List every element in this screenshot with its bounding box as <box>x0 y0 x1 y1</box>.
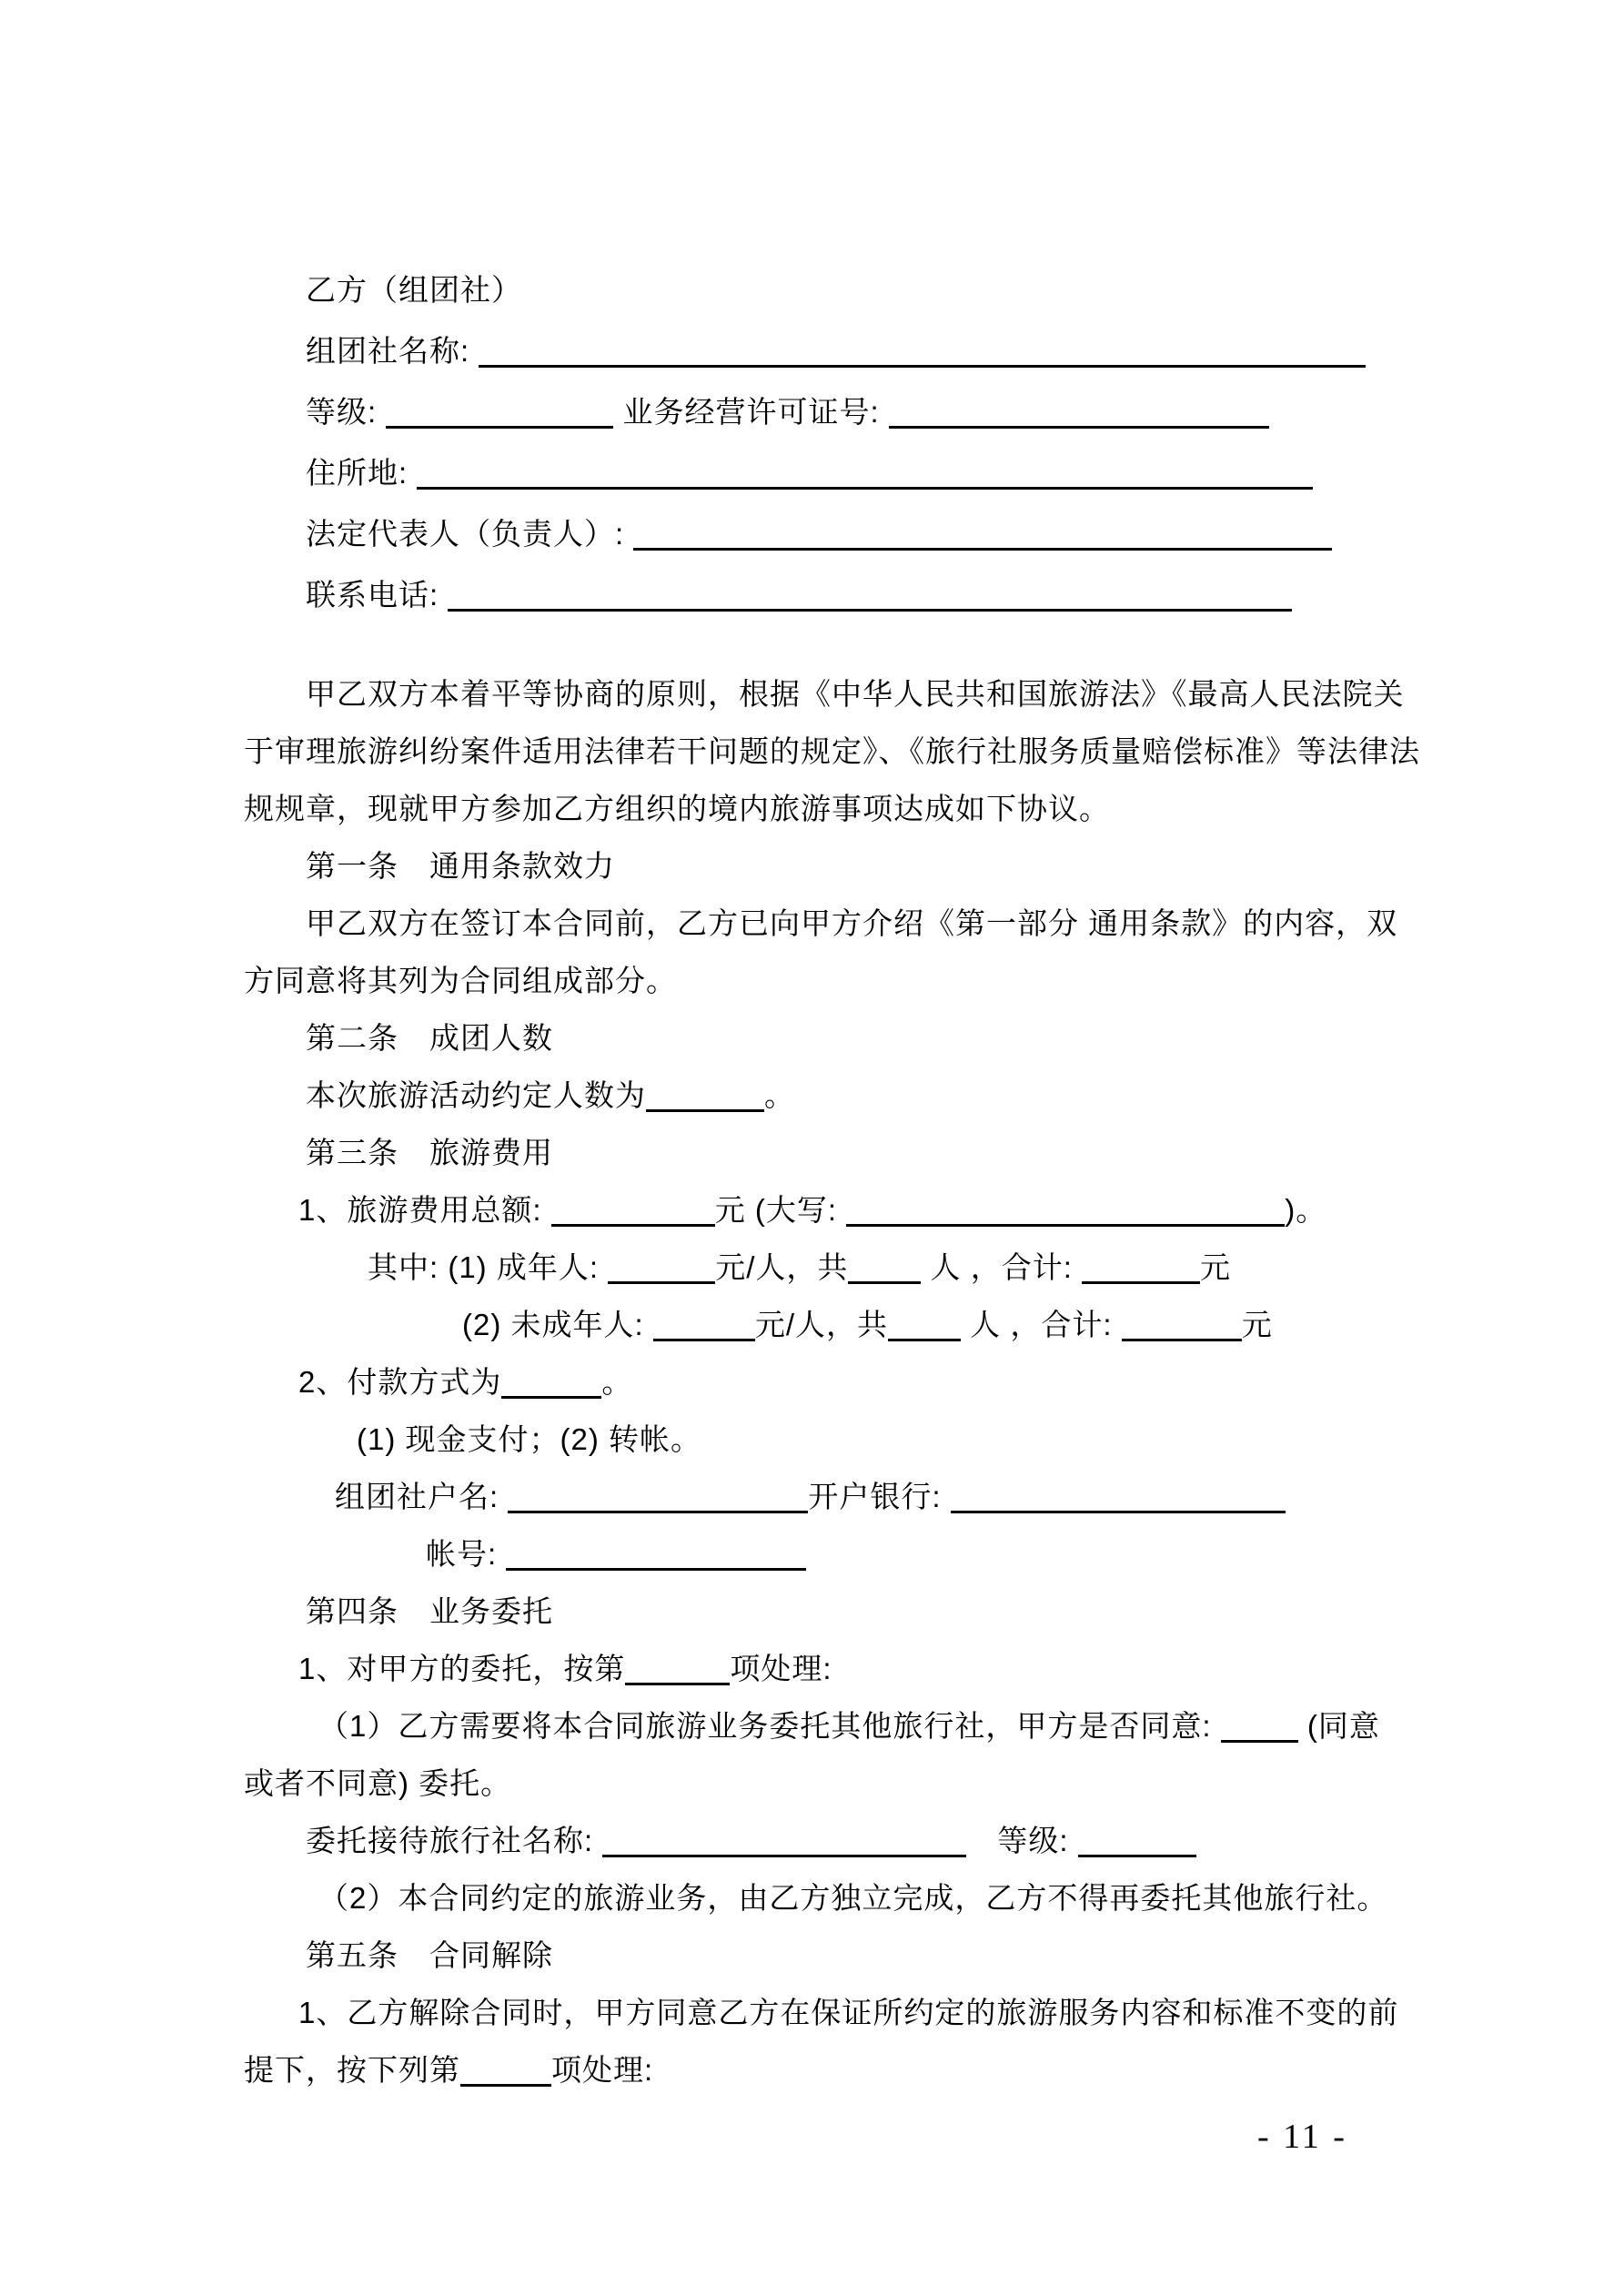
document-text: 方同意将其列为合同组成部分。 <box>244 964 677 997</box>
document-line <box>244 442 1390 503</box>
document-line <box>244 1296 1390 1353</box>
document-text: 本次旅游活动约定人数为 <box>306 1078 646 1112</box>
contract-clauses-block <box>244 665 1420 2099</box>
document-line <box>244 1755 1390 1812</box>
fill-in-blank-underline <box>448 582 1292 612</box>
fill-in-blank-underline <box>846 1197 1285 1227</box>
document-text: 于审理旅游纠纷案件适用法律若干问题的规定》、《旅行社服务质量赔偿标准》等法律法 <box>244 734 1420 768</box>
document-line <box>244 1697 1390 1755</box>
document-text: 第一条 通用条款效力 <box>306 849 615 883</box>
fill-in-blank-underline <box>646 1082 764 1112</box>
document-text: 元/人，共 <box>754 1308 889 1341</box>
document-line <box>244 1640 1390 1697</box>
document-text: 其中: (1) 成年人: <box>368 1250 609 1284</box>
document-text: 元 (大写: <box>714 1193 847 1227</box>
document-text: 法定代表人（负责人）: <box>306 517 634 551</box>
document-line <box>244 1927 1390 1984</box>
document-text: 第二条 成团人数 <box>306 1021 553 1055</box>
document-text: 乙方（组团社） <box>306 273 522 307</box>
document-line <box>244 1353 1390 1411</box>
document-text: 业务经营许可证号: <box>613 395 889 429</box>
fill-in-blank-underline <box>479 338 1366 368</box>
fill-in-blank-underline <box>551 1197 715 1227</box>
document-text: 规规章，现就甲方参加乙方组织的境内旅游事项达成如下协议。 <box>244 792 1110 825</box>
document-text: 。 <box>601 1365 633 1399</box>
document-line <box>244 723 1420 780</box>
document-text: 1、乙方解除合同时，甲方同意乙方在保证所约定的旅游服务内容和标准不变的前 <box>298 1996 1399 2029</box>
fill-in-blank-underline <box>501 1369 601 1399</box>
document-text: （2）本合同约定的旅游业务，由乙方独立完成，乙方不得再委托其他旅行社。 <box>318 1881 1388 1915</box>
document-text: 项处理: <box>730 1652 832 1685</box>
document-line <box>244 1239 1390 1296</box>
document-line <box>244 1583 1390 1640</box>
fill-in-blank-underline <box>653 1311 755 1341</box>
document-line <box>244 1812 1390 1869</box>
document-line <box>244 1009 1390 1067</box>
document-text: 等级: <box>966 1824 1078 1857</box>
document-text: 1、旅游费用总额: <box>298 1193 551 1227</box>
document-text: 帐号: <box>426 1537 507 1571</box>
document-text: 开户银行: <box>808 1480 951 1513</box>
document-text: (2) 未成年人: <box>462 1308 653 1341</box>
document-line <box>244 665 1405 723</box>
document-line <box>244 1067 1390 1124</box>
document-line <box>244 837 1390 895</box>
document-text: 甲乙双方在签订本合同前，乙方已向甲方介绍《第一部分 通用条款》的内容，双 <box>306 906 1398 940</box>
document-line <box>244 1181 1390 1239</box>
document-text: 组团社户名: <box>335 1480 509 1513</box>
fill-in-blank-underline <box>1221 1713 1298 1743</box>
document-line <box>244 1468 1390 1525</box>
fill-in-blank-underline <box>951 1483 1286 1513</box>
document-text: 元/人，共 <box>715 1250 849 1284</box>
document-text: 项处理: <box>551 2053 654 2087</box>
document-line <box>244 1984 1399 2041</box>
fill-in-blank-underline <box>386 399 613 429</box>
document-line <box>244 1124 1390 1181</box>
document-text: 住所地: <box>306 456 418 490</box>
document-line <box>244 780 1390 837</box>
document-text: (1) 现金支付；(2) 转帐。 <box>357 1422 701 1456</box>
document-text: 委托接待旅行社名称: <box>306 1824 603 1857</box>
document-line <box>244 952 1390 1009</box>
document-text: 联系电话: <box>306 578 449 612</box>
document-line <box>244 895 1398 952</box>
fill-in-blank-underline <box>625 1655 730 1685</box>
document-text: 人 ，合计: <box>921 1250 1083 1284</box>
fill-in-blank-underline <box>889 399 1269 429</box>
fill-in-blank-underline <box>848 1254 921 1284</box>
document-text: 组团社名称: <box>306 334 479 368</box>
document-line <box>244 1869 1390 1927</box>
document-text: 元 <box>1200 1250 1232 1284</box>
document-text: 元 <box>1241 1308 1273 1341</box>
fill-in-blank-underline <box>1078 1827 1196 1857</box>
document-text: 等级: <box>306 395 387 429</box>
document-text: 甲乙双方本着平等协商的原则，根据《中华人民共和国旅游法》《最高人民法院关 <box>306 677 1405 711</box>
fill-in-blank-underline <box>508 1483 808 1513</box>
document-line <box>244 1525 1390 1583</box>
document-line <box>244 381 1390 442</box>
fill-in-blank-underline <box>608 1254 715 1284</box>
document-line <box>244 564 1390 625</box>
document-line <box>244 1411 1390 1468</box>
fill-in-blank-underline <box>417 460 1313 490</box>
document-text: (同意 <box>1297 1709 1380 1743</box>
party-b-info-block <box>244 259 1390 625</box>
document-text: 。 <box>764 1078 795 1112</box>
page-number: - 11 - <box>1257 2118 1347 2156</box>
document-line <box>244 503 1390 564</box>
fill-in-blank-underline <box>1082 1254 1200 1284</box>
fill-in-blank-underline <box>888 1311 961 1341</box>
document-text: 2、付款方式为 <box>298 1365 502 1399</box>
document-text: 第三条 旅游费用 <box>306 1136 553 1169</box>
document-line <box>244 2041 1390 2099</box>
fill-in-blank-underline <box>633 521 1332 551</box>
document-text: 1、对甲方的委托，按第 <box>298 1652 626 1685</box>
document-text: 人 ，合计: <box>961 1308 1122 1341</box>
document-text: 第四条 业务委托 <box>306 1594 553 1628</box>
fill-in-blank-underline <box>602 1827 966 1857</box>
document-text: 提下，按下列第 <box>244 2053 460 2087</box>
document-text: )。 <box>1285 1193 1327 1227</box>
fill-in-blank-underline <box>460 2057 551 2087</box>
document-line <box>244 259 1390 320</box>
document-text: 或者不同意) 委托。 <box>244 1766 512 1800</box>
fill-in-blank-underline <box>506 1541 806 1571</box>
document-text: （1）乙方需要将本合同旅游业务委托其他旅行社，甲方是否同意: <box>318 1709 1221 1743</box>
document-text: 第五条 合同解除 <box>306 1938 553 1972</box>
fill-in-blank-underline <box>1122 1311 1242 1341</box>
document-line <box>244 320 1390 381</box>
